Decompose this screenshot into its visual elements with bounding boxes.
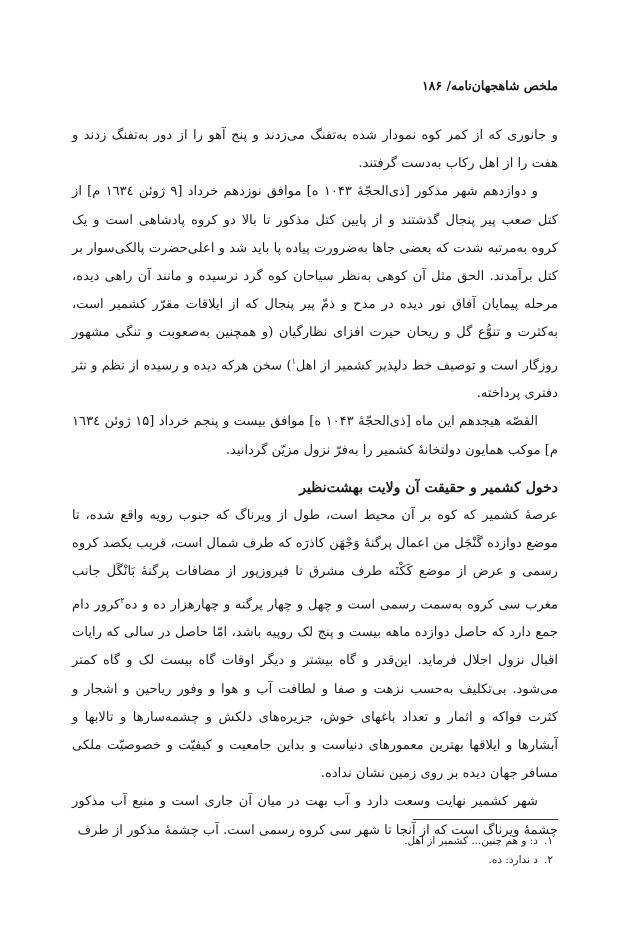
- footnotes: [72, 832, 558, 870]
- section-heading: دخول کشمیر و حقیقت آن ولایت بهشت‌نظیر: [299, 479, 558, 496]
- footnote-divider: [413, 819, 558, 820]
- paragraph-1: و جانوری که از کمر کوه نمودار شده به‌تفنگ می‌زدند و پنج آهو را از دور به‌تفنگ زدند و هفت را از اهل رکاب به‌دست گرفتند.: [72, 128, 558, 172]
- paragraph-2-text: و دوازدهم شهر مذکور [ذی‌الحجّهٔ ۱۰۴۳ ه] موافق نوزدهم خرداد [۹ ژوئن ١٦٣٤ م] از کتل صعب پیر پنجال گذشتند و از پایین کتل مذکور تا بالا دو کروه پادشاهی است و یک کروه به‌مرتبه شدت که بعضی جاها به‌ضرورت پیاده پا باید شد و اعلی‌حضرت پالکی‌سوار بر کتل برآمدند. الحق مثل آن کوهی به‌نظر سیاحان کوه گرد نرسیده و مانند آن راهی دیده، مرحله پیمایان آفاق نور دیده در مدح و ذمّ پیر پنجال که از ایلاقات مقرّر کشمیر است، به‌کثرت و تنوُّع گل و ریحان حیرت افزای نظارگیان (و همچنین به‌صعوبت و تنگی مشهور روزگار است و توصیف خط دلپذیر کشمیر از اهل: [72, 184, 559, 373]
- body-text: [72, 122, 558, 845]
- paragraph-2-end: ) سخن هرکه دیده و رسیده از نظم و نثر دفتری پرداخته.: [72, 357, 558, 402]
- paragraph-3: القصّه هیجدهم این ماه [ذی‌الحجّهٔ ۱۰۴۳ ه] موافق بیست و پنجم خرداد [۱۵ ژوئن ١٦٣٤ م] موکب همایون دولتخانهٔ کشمیر را به‌فرّ نزول مزیّن گردانید.: [72, 414, 558, 458]
- footnote-1-text: د: و هم چنین... کشمیر از اهل.: [404, 835, 538, 847]
- paragraph-4-text-a: عرصهٔ کشمیر که کوه بر آن محیط است، طول از ویرناگ که جنوب رویه واقع شده، تا موضع دوازده گَنْجَل من اعمال پرگنهٔ وَجْهَن کاذرَه که طرف شمال است، قریب یکصد کروه رسمی و عرض از موضع کَکْنَه طرف مشرق تا فیروزپور از مضافات پرگنهٔ بَانْگَل جانب مغرب سی کروه به‌سمت رسمی است و چهل و چهار پرگنه و چهارهزار ده و ده: [72, 508, 558, 612]
- paragraph-4: [72, 502, 558, 788]
- footnote-1: [72, 832, 558, 851]
- footnote-2-text: د ندارد: ده.: [488, 854, 538, 866]
- footnote-ref-1: ۱: [291, 356, 296, 366]
- footnote-1-number: ۱.: [544, 835, 553, 847]
- footnote-2: [72, 851, 558, 870]
- paragraph-4-text-b: کرور دام جمع دارد که حاصل دوازده ماهه بیست و پنج لک روپیه باشد، امّا حاصل در سالی که رایات اقبال نزول اجلال فرماید. این‌قدر و گاه بیشتر و دیگر اوقات گاه بیست لک و گاه کمتر می‌شود. بی‌تکلیف به‌حسب نزهت و صفا و لطافت آب و هوا و وفور ریاحین و اشجار و کثرت فواکه و اثمار و تعداد باغهای خوش، جزیره‌های دلکش و چشمه‌سارها و تالابها و آبشارها و ایلاقها بهترین معمورهای دنیاست و بداین جامعیت و کیفیّت و خصوصیّت ملکی مسافر جهان دیده بر روی زمین نشان نداده.: [72, 596, 558, 782]
- footnote-ref-2: ۲: [120, 595, 125, 605]
- running-header: ملخص شاهجهان‌نامه/ ۱۸۶: [421, 78, 558, 93]
- footnote-2-number: ۲.: [544, 854, 553, 866]
- paragraph-2: [72, 178, 558, 408]
- paragraph-5: شهر کشمیر نهایت وسعت دارد و آب بهت در میان آن جاری است و منبع آب مذکور چشمهٔ ویرناگ است که از آنجا تا شهر سی کروه رسمی است. آب چشمهٔ مذکور از طرف: [72, 794, 558, 838]
